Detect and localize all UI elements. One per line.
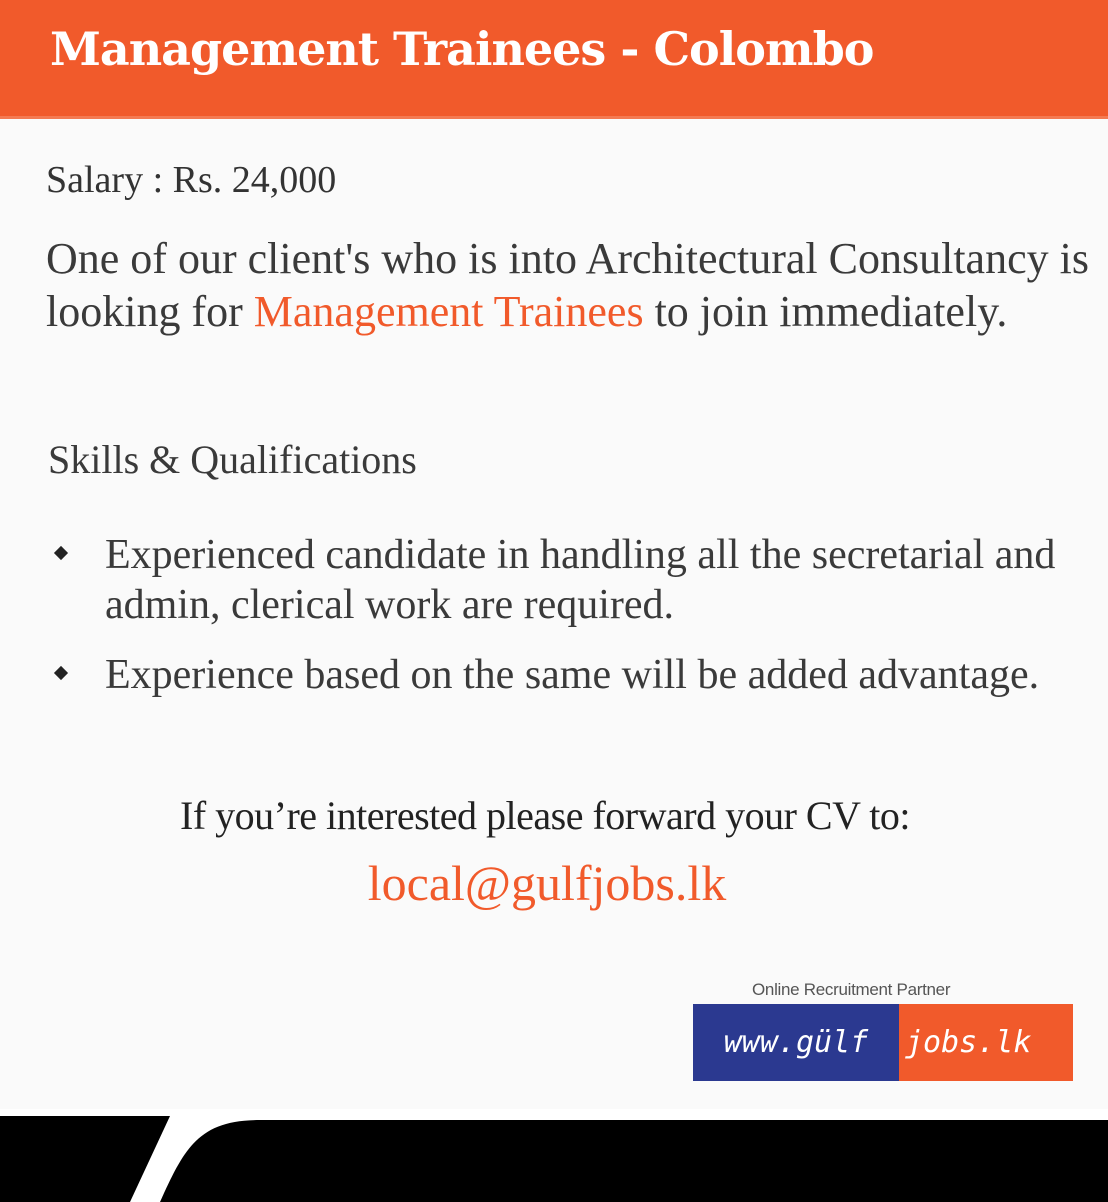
gulfjobs-logo[interactable]: [693, 1004, 1073, 1081]
header-banner: [0, 0, 1108, 119]
contact-email-link[interactable]: local@gulfjobs.lk: [367, 855, 727, 911]
intro-highlight-position: Management Trainees: [253, 287, 644, 336]
intro-text-start: One of our client's who is into Architectural Consultancy is looking for: [46, 234, 1089, 336]
diamond-bullet-icon: [54, 546, 68, 560]
logo-left-text: www.gülf: [693, 1004, 899, 1081]
intro-text-end: to join immediately.: [643, 287, 1008, 336]
list-item-text: Experience based on the same will be added advantage.: [105, 652, 1040, 698]
logo-right-text: jobs.lk: [899, 1004, 1073, 1081]
footer-bar: [0, 1116, 1108, 1202]
list-item-text: Experienced candidate in handling all the secretarial and admin, clerical work are required.: [105, 532, 1056, 628]
cta-text: If you’re interested please forward your CV to:: [180, 793, 910, 838]
footer-right-shape: [160, 1120, 1108, 1202]
footer-left-shape: [0, 1116, 170, 1202]
page-title: Management Trainees - Colombo: [50, 22, 874, 76]
diamond-bullet-icon: [54, 666, 68, 680]
qualifications-list: [50, 530, 1108, 720]
salary-text: Salary : Rs. 24,000: [46, 159, 337, 201]
partner-label: Online Recruitment Partner: [752, 980, 951, 999]
list-item: [50, 650, 1108, 700]
list-item: [50, 530, 1108, 630]
skills-heading: Skills & Qualifications: [48, 437, 417, 482]
intro-paragraph: [46, 232, 1096, 338]
